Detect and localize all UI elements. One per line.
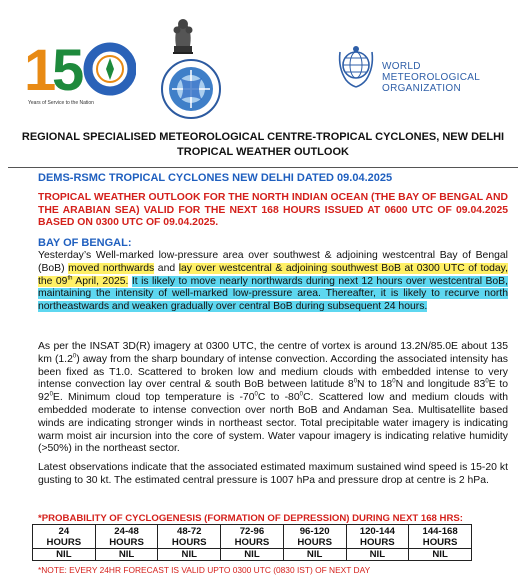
text-run: C. Scattered low and medium clouds with embedded moderate to intense convection over north BoB and Andaman Sea. Multisatellite based winds are indicating stronger winds in northeast sector. Total precipitable water imagery is indicating warm moist air incursion into the core of system. Water vapour imagery is indicating relative humidity (>50%) in the northeast sector. <box>38 392 508 455</box>
svg-text:1: 1 <box>24 38 57 96</box>
highlight-moved-northwards: moved northwards <box>68 262 155 274</box>
superscript: 0 <box>49 391 53 398</box>
superscript: 0 <box>392 378 396 385</box>
superscript: 0 <box>299 391 303 398</box>
imd-logo-icon <box>160 58 222 120</box>
forecast-validity-note: *NOTE: EVERY 24HR FORECAST IS VALID UPTO 0300 UTC (0830 IST) OF NEXT DAY <box>38 565 371 575</box>
superscript: 0 <box>353 378 358 385</box>
text-run: As per the INSAT 3D(R) imagery at 0300 UTC, the centre of vortex is around 13.2N/85.0E about 135 km (1.2 <box>38 341 508 365</box>
table-header-cell <box>95 525 158 549</box>
header-range: 24-48 <box>114 525 139 537</box>
logo-150-tagline: Years of Service to the Nation <box>28 100 94 106</box>
header-unit: HOURS <box>171 536 207 548</box>
title-line-2: TROPICAL WEATHER OUTLOOK <box>177 146 349 158</box>
header-range: 24 <box>58 525 70 537</box>
header-range: 72-96 <box>239 525 265 537</box>
text-run: E to 92 <box>38 379 508 404</box>
header-unit: HOURS <box>297 536 332 548</box>
logo-150-graphic <box>24 38 136 96</box>
table-cell: NIL <box>158 549 221 561</box>
section-title-bay-of-bengal: BAY OF BENGAL: <box>38 237 132 249</box>
table-header-cell <box>158 525 221 549</box>
paragraph-system-movement <box>38 250 508 314</box>
table-cell: NIL <box>221 549 284 561</box>
probability-table <box>32 524 472 561</box>
text-run: C to -80 <box>257 392 300 404</box>
text-run: April, 2025. <box>72 275 129 287</box>
header-unit: HOURS <box>422 536 458 548</box>
header-logos <box>0 0 526 124</box>
table-cell: NIL <box>283 549 346 561</box>
imd-150-years-logo <box>24 38 136 114</box>
wmo-logo-icon <box>336 44 376 90</box>
superscript: 0 <box>254 391 258 398</box>
paragraph-observations: Latest observations indicate that the associated estimated maximum sustained wind speed is 15-20 kt gusting to 30 kt. The estimated central pressure is 1007 hPa and pressure drop at centre is 2 hPa. <box>38 462 508 486</box>
svg-text:5: 5 <box>52 38 85 96</box>
header-unit: HOURS <box>46 536 82 548</box>
national-emblem-icon <box>168 12 198 56</box>
header-range: 144-168 <box>422 525 458 537</box>
text-run: N to 18 <box>357 379 393 391</box>
header-range: 96-120 <box>299 525 330 537</box>
superscript: 0 <box>485 378 489 385</box>
table-header-row <box>33 525 472 549</box>
table-row <box>33 549 472 561</box>
outlook-heading: TROPICAL WEATHER OUTLOOK FOR THE NORTH INDIAN OCEAN (THE BAY OF BENGAL AND THE ARABIAN SEA) VALID FOR THE NEXT 168 HOURS ISSUED AT 0600 UTC OF 09.04.2025 BASED ON 0300 UTC OF 09.04.2025. <box>38 192 508 229</box>
issue-date-line: DEMS-RSMC TROPICAL CYCLONES NEW DELHI DATED 09.04.2025 <box>38 172 393 184</box>
header-range: 120-144 <box>359 525 395 537</box>
header-unit: HOURS <box>360 536 395 548</box>
wmo-name-line: METEOROLOGICAL <box>382 72 481 83</box>
table-header-cell <box>33 525 96 549</box>
header-unit: HOURS <box>109 536 144 548</box>
title-divider <box>8 167 518 168</box>
document-title <box>10 130 516 160</box>
text-run: E. Minimum cloud top temperature is -70 <box>52 392 255 404</box>
paragraph-satellite-analysis <box>38 341 508 456</box>
wmo-name-line: ORGANIZATION <box>382 83 461 94</box>
wmo-name <box>382 61 480 94</box>
superscript: 0 <box>72 353 77 360</box>
header-range: 48-72 <box>176 525 202 537</box>
text-run: N and longitude 83 <box>395 379 486 391</box>
text-run: ) away from the sharp boundary of intense convection. According the associated intensity has been fixed as T1.0. Scattered to broken low and medium clouds with embedded intense to very intense convection lay over central & south BoB between latitude 8 <box>38 353 508 391</box>
wmo-name-line: WORLD <box>382 61 421 72</box>
superscript: th <box>67 275 73 282</box>
table-cell: NIL <box>33 549 96 561</box>
table-header-cell <box>346 525 409 549</box>
table-cell: NIL <box>409 549 472 561</box>
table-header-cell <box>221 525 284 549</box>
text-run: and <box>154 262 179 274</box>
text-run: lay over westcentral & adjoining southwest BoB at 0300 UTC of today, the 09 <box>38 262 508 287</box>
title-line-1: REGIONAL SPECIALISED METEOROLOGICAL CENTRE-TROPICAL CYCLONES, NEW DELHI <box>21 131 505 143</box>
probability-title: *PROBABILITY OF CYCLOGENESIS (FORMATION OF DEPRESSION) DURING NEXT 168 HRS: <box>38 513 464 524</box>
table-header-cell <box>409 525 472 549</box>
table-cell: NIL <box>346 549 409 561</box>
table-cell: NIL <box>95 549 158 561</box>
header-unit: HOURS <box>234 536 270 548</box>
text-run: Yesterday’s Well-marked low-pressure area over southwest & adjoining westcentral Bay of Bengal (BoB) <box>38 250 508 274</box>
table-header-cell <box>283 525 346 549</box>
highlight-forecast-track: It is likely to move nearly northwards during next 12 hours over westcentral BoB, maintaining the intensity of well-marked low-pressure area. Thereafter, it is likely to recurve north northeastwards and weaken gradually over central BoB during subsequent 24 hours. <box>38 275 508 313</box>
